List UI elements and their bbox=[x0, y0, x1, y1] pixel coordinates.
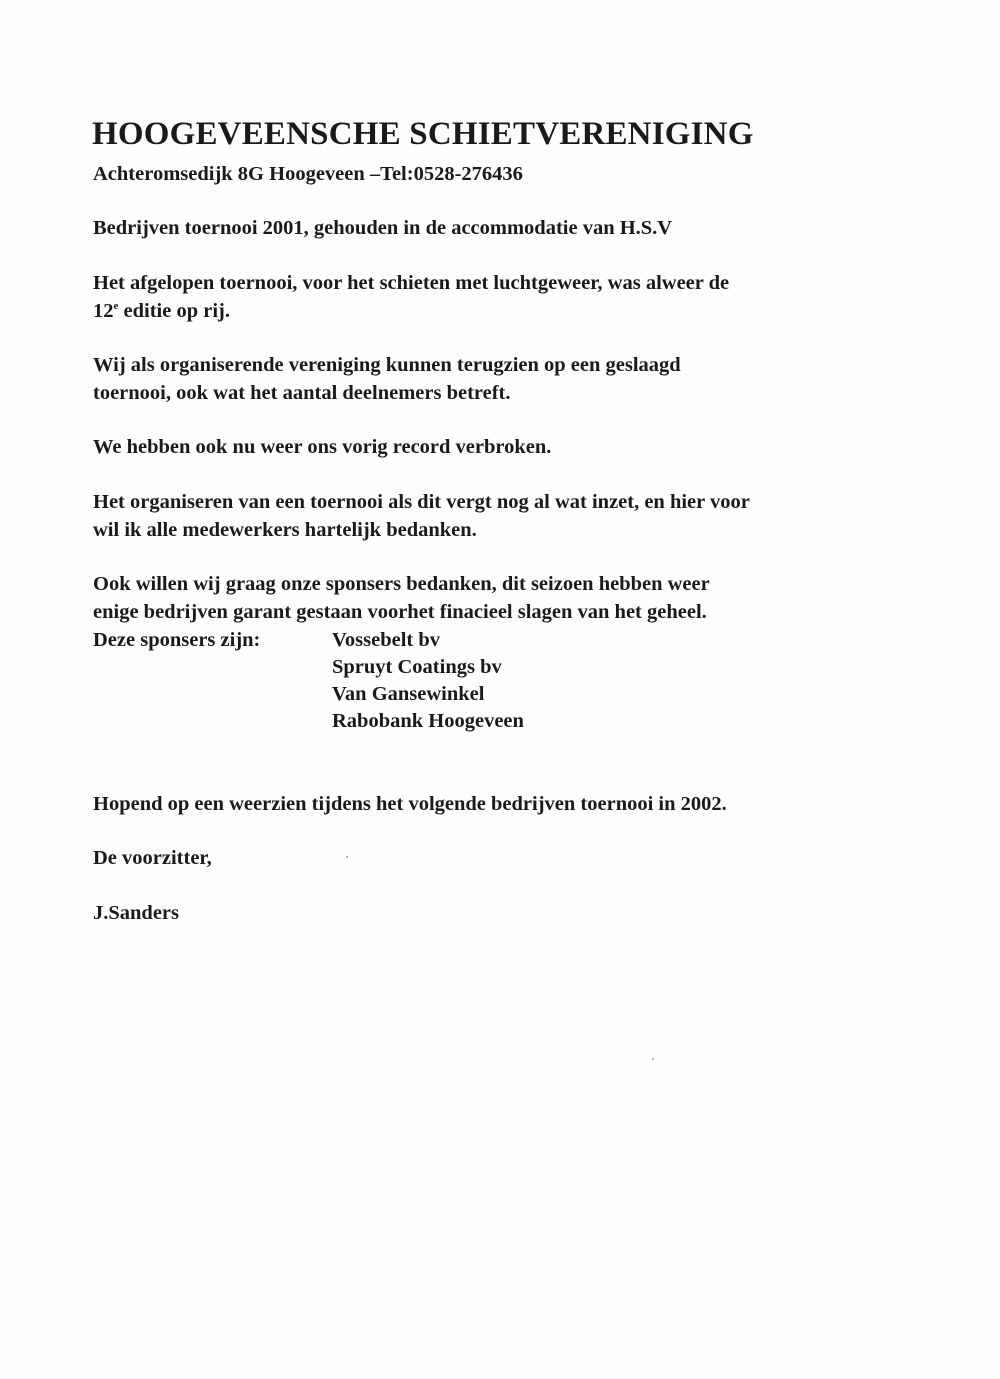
closing-line: Hopend op een weerzien tijdens het volgende bedrijven toernooi in 2002. bbox=[93, 793, 727, 815]
salutation: De voorzitter, bbox=[93, 847, 212, 869]
letterhead-title: HOOGEVEENSCHE SCHIETVERENIGING bbox=[92, 116, 754, 152]
edition-number: 12 bbox=[93, 300, 114, 322]
scan-speck bbox=[346, 856, 348, 858]
paragraph-4-line-2: wil ik alle medewerkers hartelijk bedanken. bbox=[93, 519, 477, 541]
letterhead-address: Achteromsedijk 8G Hoogeveen –Tel:0528-276436 bbox=[93, 163, 523, 185]
sponsor-item: Van Gansewinkel bbox=[332, 683, 485, 705]
signature-name: J.Sanders bbox=[93, 902, 180, 924]
edition-superscript: e bbox=[113, 300, 119, 312]
paragraph-5-line-2: enige bedrijven garant gestaan voorhet finacieel slagen van het geheel. bbox=[93, 601, 707, 623]
sponsor-item: Rabobank Hoogeveen bbox=[332, 710, 524, 732]
paragraph-1-line-1: Het afgelopen toernooi, voor het schieten met luchtgeweer, was alweer de bbox=[93, 272, 730, 294]
sponsor-item: Spruyt Coatings bv bbox=[332, 656, 502, 678]
paragraph-5-line-1: Ook willen wij graag onze sponsers bedanken, dit seizoen hebben weer bbox=[93, 573, 710, 595]
scan-speck bbox=[652, 1058, 654, 1060]
paragraph-3: We hebben ook nu weer ons vorig record verbroken. bbox=[93, 436, 552, 458]
paragraph-2-line-1: Wij als organiserende vereniging kunnen terugzien op een geslaagd bbox=[93, 354, 681, 376]
paragraph-4-line-1: Het organiseren van een toernooi als dit vergt nog al wat inzet, en hier voor bbox=[93, 491, 750, 513]
sponsors-label: Deze sponsers zijn: bbox=[93, 629, 261, 651]
paragraph-2-line-2: toernooi, ook wat het aantal deelnemers betreft. bbox=[93, 382, 511, 404]
sponsor-item: Vossebelt bv bbox=[332, 629, 441, 651]
paragraph-1-line-2 bbox=[93, 301, 230, 322]
subject-line: Bedrijven toernooi 2001, gehouden in de accommodatie van H.S.V bbox=[93, 217, 673, 239]
edition-rest: editie op rij. bbox=[118, 300, 230, 322]
